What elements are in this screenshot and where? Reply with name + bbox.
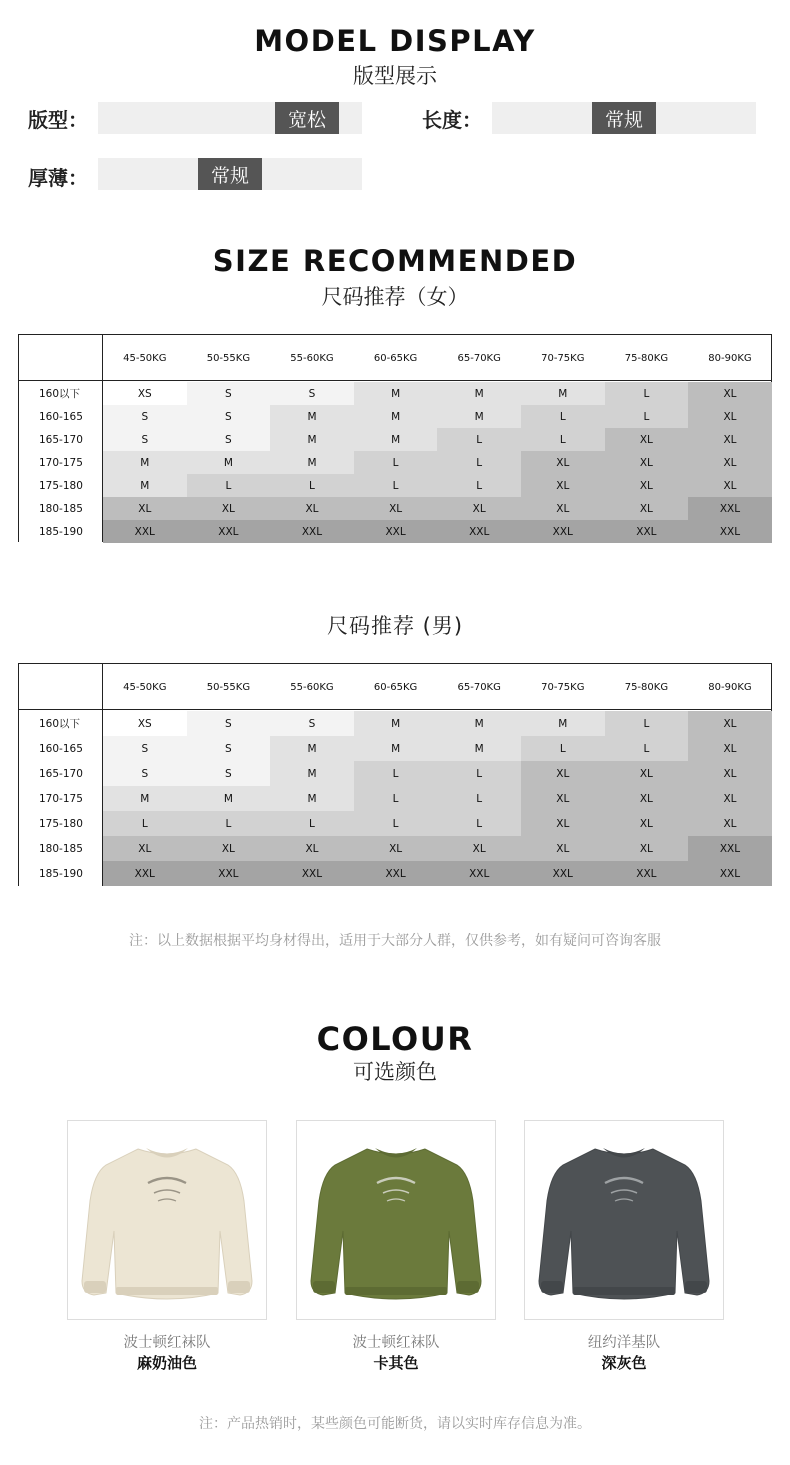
size-women-title: 尺码推荐（女） (321, 285, 469, 309)
size-cell: L (521, 428, 605, 451)
size-cell: M (437, 711, 521, 736)
weight-header: 75-80KG (624, 352, 669, 364)
size-cell: XL (270, 836, 354, 861)
table-header (19, 664, 771, 710)
size-cell: XL (605, 474, 689, 497)
size-cell: S (187, 761, 271, 786)
table-row (19, 736, 771, 761)
weight-header: 50-55KG (206, 352, 251, 364)
sweatshirt-khaki-image (297, 1121, 495, 1319)
size-cell: L (187, 811, 271, 836)
table-row (19, 451, 771, 474)
size-cell: S (187, 711, 271, 736)
colour-team-1: 波士顿红袜队 (123, 1335, 211, 1351)
size-cell: M (103, 474, 187, 497)
table-row (19, 405, 771, 428)
table-row (19, 382, 771, 405)
size-cell: XL (688, 736, 772, 761)
fit-type-bar (98, 102, 362, 134)
size-cell: XXL (605, 861, 689, 886)
size-cell: XL (354, 497, 438, 520)
size-cell: XL (354, 836, 438, 861)
table-row (19, 836, 771, 861)
size-cell: L (270, 811, 354, 836)
size-cell: XXL (521, 861, 605, 886)
table-row (19, 786, 771, 811)
weight-header: 65-70KG (457, 352, 501, 364)
size-cell: M (437, 736, 521, 761)
table-divider (102, 664, 103, 885)
height-label: 160-165 (19, 736, 102, 761)
size-cell: XL (521, 451, 605, 474)
size-cell: XL (688, 428, 772, 451)
thickness-label: 厚薄： (28, 166, 88, 190)
table-row (19, 761, 771, 786)
size-cell: L (521, 405, 605, 428)
size-cell: M (521, 711, 605, 736)
size-cell: XXL (437, 861, 521, 886)
size-cell: M (270, 761, 354, 786)
size-cell: S (270, 382, 354, 405)
table-row (19, 811, 771, 836)
size-cell: M (437, 382, 521, 405)
size-cell: XL (605, 428, 689, 451)
weight-header: 60-65KG (373, 681, 418, 693)
colour-title: COLOUR (316, 1020, 474, 1058)
table-row (19, 861, 771, 886)
size-cell: XL (437, 497, 521, 520)
size-cell: XL (103, 497, 187, 520)
table-row (19, 428, 771, 451)
size-cell: S (103, 761, 187, 786)
height-label: 160以下 (19, 711, 102, 736)
weight-header: 80-90KG (708, 681, 752, 693)
size-cell: M (354, 736, 438, 761)
table-row (19, 520, 771, 543)
height-label: 180-185 (19, 836, 102, 861)
colour-team-3: 纽约洋基队 (587, 1335, 661, 1351)
size-cell: L (270, 474, 354, 497)
size-cell: L (437, 428, 521, 451)
weight-header: 55-60KG (290, 681, 334, 693)
colour-note: 注：产品热销时，某些颜色可能断货，请以实时库存信息为准。 (199, 1416, 591, 1432)
colour-name-3: 深灰色 (601, 1354, 647, 1372)
thickness-bar (98, 158, 362, 190)
size-cell: XXL (270, 861, 354, 886)
size-cell: XL (605, 761, 689, 786)
height-label: 165-170 (19, 761, 102, 786)
height-label: 160-165 (19, 405, 102, 428)
size-cell: L (605, 736, 689, 761)
size-cell: L (521, 736, 605, 761)
size-cell: M (270, 451, 354, 474)
fit-type-label: 版型： (28, 108, 88, 132)
size-cell: XL (187, 836, 271, 861)
size-cell: XL (688, 761, 772, 786)
size-cell: XL (688, 711, 772, 736)
weight-header: 50-55KG (206, 681, 251, 693)
size-cell: XXL (103, 520, 187, 543)
height-label: 180-185 (19, 497, 102, 520)
colour-name-1: 麻奶油色 (136, 1354, 197, 1372)
size-cell: M (354, 382, 438, 405)
size-cell: XL (605, 836, 689, 861)
size-cell: XXL (688, 520, 772, 543)
size-cell: XL (521, 786, 605, 811)
size-cell: S (270, 711, 354, 736)
height-label: 175-180 (19, 474, 102, 497)
size-cell: XL (521, 811, 605, 836)
colour-card-cream[interactable] (67, 1120, 267, 1320)
size-cell: L (354, 761, 438, 786)
model-display-subtitle: 版型展示 (353, 64, 437, 88)
size-cell: XL (688, 382, 772, 405)
size-cell: L (354, 786, 438, 811)
size-cell: XXL (354, 520, 438, 543)
size-cell: XL (605, 451, 689, 474)
height-label: 165-170 (19, 428, 102, 451)
colour-card-khaki[interactable] (296, 1120, 496, 1320)
table-header (19, 335, 771, 381)
size-cell: S (187, 428, 271, 451)
colour-team-2: 波士顿红袜队 (352, 1335, 440, 1351)
size-cell: M (103, 786, 187, 811)
size-cell: L (437, 474, 521, 497)
weight-header: 80-90KG (708, 352, 752, 364)
length-bar (492, 102, 756, 134)
size-cell: M (354, 405, 438, 428)
height-label: 175-180 (19, 811, 102, 836)
size-cell: XXL (187, 861, 271, 886)
size-cell: L (354, 451, 438, 474)
size-cell: XXL (521, 520, 605, 543)
table-divider (102, 335, 103, 541)
size-cell: M (354, 428, 438, 451)
size-cell: L (605, 405, 689, 428)
size-table-women (18, 334, 772, 542)
size-recommended-title: SIZE RECOMMENDED (212, 244, 578, 278)
size-note: 注：以上数据根据平均身材得出，适用于大部分人群，仅供参考，如有疑问可咨询客服 (129, 933, 661, 949)
size-cell: XXL (187, 520, 271, 543)
size-cell: XL (688, 451, 772, 474)
fit-type-value: 宽松 (275, 102, 339, 134)
size-cell: XXL (270, 520, 354, 543)
weight-header: 45-50KG (123, 352, 167, 364)
size-men-title: 尺码推荐 (男) (326, 614, 464, 638)
table-row (19, 497, 771, 520)
size-cell: M (270, 736, 354, 761)
size-cell: L (437, 786, 521, 811)
size-cell: L (187, 474, 271, 497)
size-cell: XL (521, 497, 605, 520)
size-cell: M (521, 382, 605, 405)
weight-header: 45-50KG (123, 681, 167, 693)
size-cell: XS (103, 711, 187, 736)
size-cell: XXL (437, 520, 521, 543)
size-cell: XL (521, 474, 605, 497)
thickness-value: 常规 (198, 158, 262, 190)
size-cell: S (103, 405, 187, 428)
size-cell: S (103, 736, 187, 761)
size-cell: XXL (688, 836, 772, 861)
size-cell: M (270, 786, 354, 811)
size-cell: M (187, 786, 271, 811)
size-cell: M (103, 451, 187, 474)
size-cell: L (437, 761, 521, 786)
size-cell: M (354, 711, 438, 736)
size-cell: XL (103, 836, 187, 861)
size-cell: L (437, 811, 521, 836)
size-cell: XS (103, 382, 187, 405)
size-cell: L (354, 811, 438, 836)
size-cell: XXL (605, 520, 689, 543)
size-cell: XL (688, 786, 772, 811)
size-cell: S (187, 405, 271, 428)
size-cell: XXL (688, 861, 772, 886)
colour-card-darkgrey[interactable] (524, 1120, 724, 1320)
size-cell: XL (688, 474, 772, 497)
colour-name-2: 卡其色 (373, 1354, 419, 1372)
size-cell: XXL (354, 861, 438, 886)
size-cell: XL (437, 836, 521, 861)
sweatshirt-cream-image (68, 1121, 266, 1319)
size-cell: S (187, 736, 271, 761)
size-cell: XL (605, 786, 689, 811)
size-cell: M (270, 405, 354, 428)
table-row (19, 711, 771, 736)
size-cell: XL (521, 836, 605, 861)
length-label: 长度： (422, 108, 482, 132)
colour-subtitle: 可选颜色 (353, 1060, 437, 1084)
size-cell: M (437, 405, 521, 428)
size-cell: M (270, 428, 354, 451)
height-label: 160以下 (19, 382, 102, 405)
size-cell: XXL (688, 497, 772, 520)
size-cell: XXL (103, 861, 187, 886)
size-cell: XL (521, 761, 605, 786)
weight-header: 75-80KG (624, 681, 669, 693)
size-cell: XL (605, 811, 689, 836)
weight-header: 70-75KG (541, 352, 585, 364)
weight-header: 70-75KG (541, 681, 585, 693)
size-cell: S (103, 428, 187, 451)
size-cell: L (605, 711, 689, 736)
size-cell: XL (605, 497, 689, 520)
weight-header: 55-60KG (290, 352, 334, 364)
length-value: 常规 (592, 102, 656, 134)
weight-header: 60-65KG (373, 352, 418, 364)
weight-header: 65-70KG (457, 681, 501, 693)
size-cell: XL (187, 497, 271, 520)
size-cell: L (605, 382, 689, 405)
size-cell: M (187, 451, 271, 474)
size-cell: L (354, 474, 438, 497)
size-cell: L (437, 451, 521, 474)
size-cell: XL (688, 405, 772, 428)
height-label: 170-175 (19, 451, 102, 474)
sweatshirt-darkgrey-image (525, 1121, 723, 1319)
size-cell: L (103, 811, 187, 836)
size-cell: XL (688, 811, 772, 836)
table-row (19, 474, 771, 497)
height-label: 185-190 (19, 520, 102, 543)
size-cell: XL (270, 497, 354, 520)
size-table-men (18, 663, 772, 886)
height-label: 185-190 (19, 861, 102, 886)
size-cell: S (187, 382, 271, 405)
height-label: 170-175 (19, 786, 102, 811)
model-display-title: MODEL DISPLAY (254, 24, 536, 58)
